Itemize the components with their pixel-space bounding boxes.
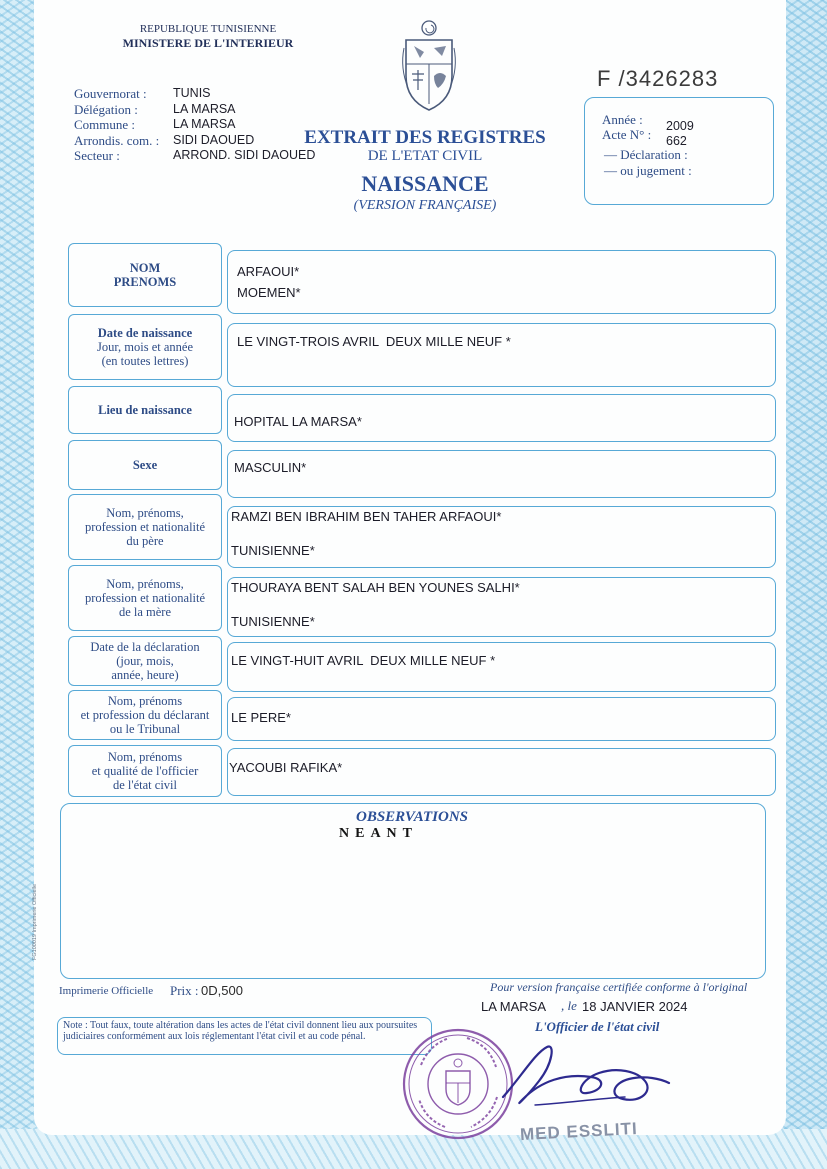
prenoms-label: PRENOMS xyxy=(113,275,177,289)
officier-label xyxy=(68,745,222,797)
secteur-label: Secteur : xyxy=(74,148,120,163)
mere-label-line1: Nom, prénoms, xyxy=(106,577,184,591)
delegation-label: Délégation : xyxy=(74,101,138,117)
issuing-authority xyxy=(88,22,328,50)
officier-label-line3: de l'état civil xyxy=(112,778,178,792)
commune-label: Commune : xyxy=(74,117,136,132)
sexe-value: MASCULIN* xyxy=(234,460,307,475)
declarant-label-line2: et profession du déclarant xyxy=(80,708,210,722)
officier-value: YACOUBI RAFIKA* xyxy=(229,760,343,775)
republic-label: REPUBLIQUE TUNISIENNE xyxy=(139,23,277,35)
acte-number-label: Acte N° : xyxy=(602,127,652,142)
pere-label-line1: Nom, prénoms, xyxy=(106,506,184,520)
date-naissance-label-sub1: Jour, mois et année xyxy=(96,340,193,354)
pere-label-line3: du père xyxy=(126,534,164,548)
pere-label-line2: profession et nationalité xyxy=(84,520,206,534)
observations-value: NEANT xyxy=(339,826,419,841)
date-declaration-label-line2: (jour, mois, xyxy=(116,654,174,668)
title-line-registres: EXTRAIT DES REGISTRES xyxy=(304,127,546,148)
pere-nationalite-value: TUNISIENNE* xyxy=(231,543,315,558)
document-title xyxy=(290,128,560,214)
prenom-value: MOEMEN* xyxy=(237,285,301,300)
issue-le-label: , le xyxy=(561,998,577,1013)
form-serial-number: F /3426283 xyxy=(597,66,719,91)
legal-note: Note : Tout faux, toute altération dans les actes de l'état civil donnent lieu aux poursuites judiciaires conformément aux lois réglementant l'état civil et au code pénal. xyxy=(63,1020,418,1042)
title-line-version: (VERSION FRANÇAISE) xyxy=(353,198,497,213)
lieu-naissance-label-text: Lieu de naissance xyxy=(98,403,192,417)
date-declaration-value: LE VINGT-HUIT AVRIL DEUX MILLE NEUF * xyxy=(231,653,496,668)
officier-label-line1: Nom, prénoms xyxy=(107,750,183,764)
printer-label: Imprimerie Officielle xyxy=(59,985,154,997)
date-declaration-label-line3: année, heure) xyxy=(111,668,179,682)
acte-labels xyxy=(602,112,651,142)
acte-type-lines xyxy=(604,147,692,179)
officier-label-line2: et qualité de l'officier xyxy=(91,764,199,778)
nom-value: ARFAOUI* xyxy=(237,264,300,279)
ministry-label: MINISTERE DE L'INTERIEUR xyxy=(122,36,294,50)
title-line-naissance: NAISSANCE xyxy=(361,171,489,196)
acte-values xyxy=(666,119,694,149)
acte-number-value: 662 xyxy=(666,134,687,148)
side-print-reference: FG100019 Imprimerie Officielle xyxy=(32,883,38,960)
gouvernorat-label: Gouvernorat : xyxy=(74,86,147,101)
officer-signature xyxy=(495,1033,675,1123)
mere-label-line3: de la mère xyxy=(118,605,172,619)
issue-place: LA MARSA xyxy=(481,999,547,1014)
gouvernorat-value: TUNIS xyxy=(173,86,211,100)
annee-label: Année : xyxy=(602,112,643,127)
lieu-naissance-value: HOPITAL LA MARSA* xyxy=(234,414,362,429)
date-declaration-label xyxy=(68,636,222,686)
signatory-name-stamp: MED ESSLITI xyxy=(519,1118,639,1145)
date-declaration-label-line1: Date de la déclaration xyxy=(90,640,200,654)
mere-nationalite-value: TUNISIENNE* xyxy=(231,614,315,629)
sexe-field xyxy=(227,450,776,498)
date-naissance-label-sub2: (en toutes lettres) xyxy=(101,354,189,368)
delegation-value: LA MARSA xyxy=(173,101,236,116)
declarant-label xyxy=(68,690,222,740)
mere-nom-value: THOURAYA BENT SALAH BEN YOUNES SALHI* xyxy=(231,580,520,595)
date-naissance-value: LE VINGT-TROIS AVRIL DEUX MILLE NEUF * xyxy=(237,334,511,349)
title-line-etat-civil: DE L'ETAT CIVIL xyxy=(367,148,483,164)
issue-date: 18 JANVIER 2024 xyxy=(582,999,688,1014)
coat-of-arms-icon xyxy=(396,18,462,114)
nom-prenoms-label xyxy=(68,243,222,307)
secteur-value: ARROND. SIDI DAOUED xyxy=(173,148,316,162)
date-naissance-field xyxy=(227,323,776,387)
sexe-label xyxy=(68,440,222,490)
declarant-label-line3: ou le Tribunal xyxy=(109,722,181,736)
declarant-field xyxy=(227,697,776,741)
admin-labels xyxy=(74,86,159,164)
nom-prenoms-field xyxy=(227,250,776,314)
mere-label-line2: profession et nationalité xyxy=(84,591,206,605)
declarant-value: LE PERE* xyxy=(231,710,291,725)
nom-label: NOM xyxy=(129,261,161,275)
annee-value: 2009 xyxy=(666,119,694,133)
declaration-label: — Déclaration : xyxy=(604,147,688,162)
date-naissance-label-title: Date de naissance xyxy=(97,326,193,340)
declarant-label-line1: Nom, prénoms xyxy=(107,694,183,708)
mere-label xyxy=(68,565,222,631)
pere-label xyxy=(68,494,222,560)
price-value: 0D,500 xyxy=(201,983,243,998)
arrondissement-label: Arrondis. com. : xyxy=(74,132,160,148)
certification-line: Pour version française certifiée conforme à l'original xyxy=(490,980,748,994)
pere-nom-value: RAMZI BEN IBRAHIM BEN TAHER ARFAOUI* xyxy=(231,509,502,524)
date-naissance-label xyxy=(68,314,222,380)
price-label: Prix : xyxy=(170,983,199,998)
commune-value: LA MARSA xyxy=(173,117,236,131)
officer-title: L'Officier de l'état civil xyxy=(535,1019,660,1034)
jugement-label: — ou jugement : xyxy=(604,163,692,178)
observations-title: OBSERVATIONS xyxy=(356,809,468,825)
sexe-label-text: Sexe xyxy=(132,458,158,472)
arrondissement-value: SIDI DAOUED xyxy=(173,132,255,147)
lieu-naissance-label xyxy=(68,386,222,434)
